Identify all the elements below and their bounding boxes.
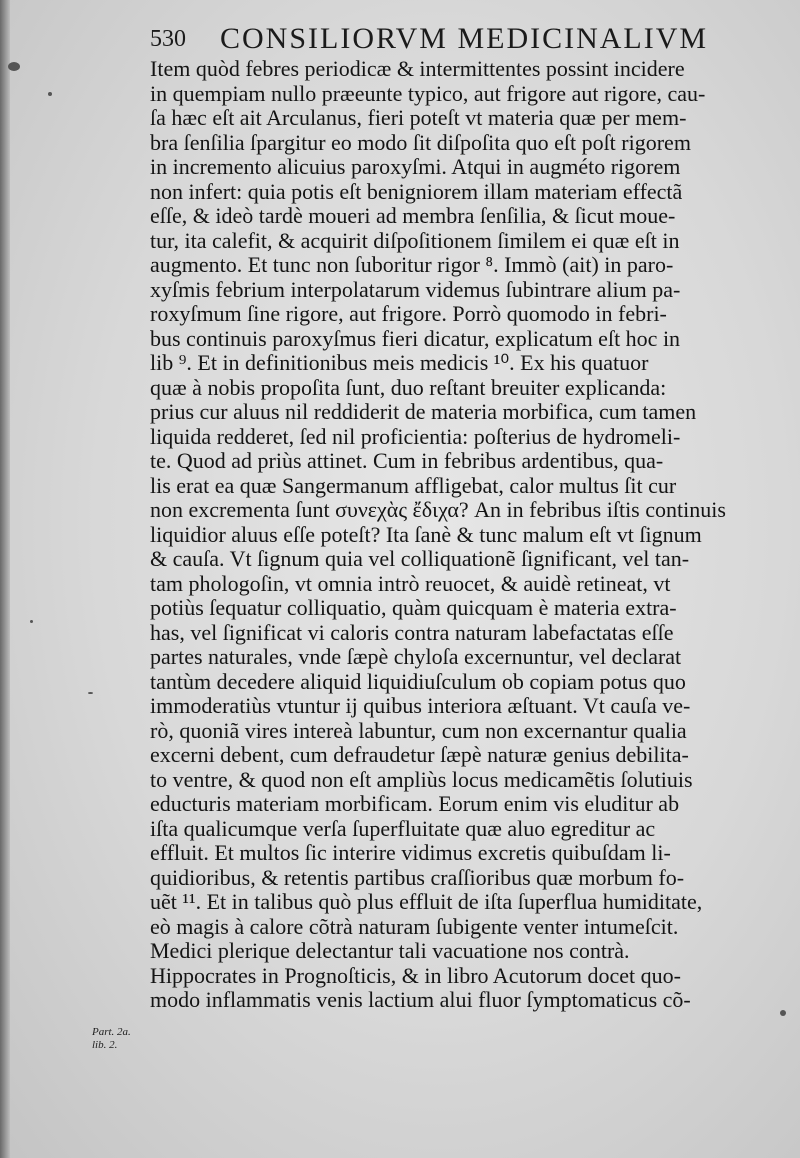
body-text-column	[150, 57, 762, 1013]
running-header	[150, 14, 740, 60]
text-line: iſta qualicumque verſa ſuperfluitate quæ aluo egreditur ac	[150, 815, 656, 841]
text-line: bra ſenſilia ſpargitur eo modo ſit diſpoſita quo eſt poſt rigorem	[150, 129, 691, 155]
text-line: non infert: quia potis eſt benigniorem illam materiam effectã	[150, 178, 683, 204]
text-line: Hippocrates in Prognoſticis, & in libro Acutorum docet quo-	[150, 962, 681, 988]
ink-speck	[780, 1010, 786, 1016]
text-line: rò, quoniã vires intereà labuntur, cum non excernantur qualia	[150, 717, 687, 743]
text-line: immoderatiùs vtuntur ij quibus interiora æſtuant. Vt cauſa ve-	[150, 693, 691, 718]
text-line: te. Quod ad priùs attinet. Cum in febribus ardentibus, qua-	[150, 448, 664, 473]
text-line: uẽt ¹¹. Et in talibus quò plus effluit de iſta ſuperflua humiditate,	[150, 889, 703, 914]
text-line: has, vel ſignificat vi caloris contra naturam labefactatas eſſe	[150, 619, 674, 645]
running-title: CONSILIORVM MEDICINALIVM	[220, 22, 709, 55]
ink-speck	[8, 62, 20, 71]
text-line: liquidior aluus eſſe poteſt? Ita ſanè & tunc malum eſt vt ſignum	[150, 521, 702, 547]
text-line: eò magis à calore cõtrà naturam ſubigente venter intumeſcit.	[150, 913, 679, 939]
text-line: lib ⁹. Et in definitionibus meis medicis ¹⁰. Ex his quatuor	[150, 350, 649, 375]
text-line: prius cur aluus nil reddiderit de materia morbifica, cum tamen	[150, 399, 697, 424]
text-line: in quempiam nullo præeunte typico, aut frigore aut rigore, cau-	[150, 80, 706, 106]
text-line: potiùs ſequatur colliquatio, quàm quicquam è materia extra-	[150, 595, 677, 620]
text-line: roxyſmum ſine rigore, aut frigore. Porrò quomodo in febri-	[150, 301, 667, 326]
text-line: partes naturales, vnde ſæpè chyloſa excernuntur, vel declarat	[150, 644, 682, 669]
text-line: to ventre, & quod non eſt ampliùs locus medicamẽtis ſolutiuis	[150, 766, 693, 792]
text-line: modo inflammatis venis lactium alui fluor ſymptomaticus cõ-	[150, 987, 691, 1012]
text-line: excerni debent, cum defraudetur ſæpè naturæ genius debilita-	[150, 742, 689, 767]
text-line: tantùm decedere aliquid liquidiuſculum ob copiam potus quo	[150, 668, 686, 694]
page-gutter-shadow	[0, 0, 10, 1158]
text-line: tam phologoſin, vt omnia intrò reuocet, & auidè retineat, vt	[150, 570, 671, 596]
text-line: effluit. Et multos ſic interire vidimus excretis quibuſdam li-	[150, 840, 671, 865]
text-line: Item quòd febres periodicæ & intermittentes possint incidere	[150, 56, 685, 81]
ink-speck	[88, 692, 93, 694]
marginal-note	[92, 1026, 148, 1052]
text-line: xyſmis febrium interpolatarum videmus ſubintrare alium pa-	[150, 276, 681, 302]
ink-speck	[48, 92, 52, 96]
text-line: & cauſa. Vt ſignum quia vel colliquationẽ ſignificant, vel tan-	[150, 546, 690, 571]
text-line: quæ à nobis propoſita ſunt, duo reſtant breuiter explicanda:	[150, 374, 667, 400]
text-line: educturis materiam morbificam. Eorum enim vis eluditur ab	[150, 791, 680, 816]
text-line: augmento. Et tunc non ſuboritur rigor ⁸. Immò (ait) in paro-	[150, 252, 674, 277]
text-line: ſa hæc eſt ait Arculanus, fieri poteſt vt materia quæ per mem-	[150, 105, 687, 130]
text-line: quidioribus, & retentis partibus craſſioribus quæ morbum fo-	[150, 864, 685, 890]
marginal-note-line: lib. 2.	[92, 1039, 118, 1051]
page-number: 530	[150, 26, 186, 52]
text-line: in incremento alicuius paroxyſmi. Atqui in augméto rigorem	[150, 154, 681, 179]
text-line: non excrementa ſunt συνεχὰς ἔδιχα? An in febribus iſtis continuis	[150, 497, 726, 522]
text-line: eſſe, & ideò tardè moueri ad membra ſenſilia, & ſicut moue-	[150, 203, 676, 228]
text-line: tur, ita calefit, & acquirit diſpoſitionem ſimilem ei quæ eſt in	[150, 227, 680, 253]
text-line: lis erat ea quæ Sangermanum affligebat, calor multus ſit cur	[150, 472, 677, 498]
marginal-note-line: Part. 2a.	[92, 1026, 131, 1038]
text-line: liquida redderet, ſed nil proficientia: poſterius de hydromeli-	[150, 423, 681, 449]
text-line: Medici plerique delectantur tali vacuatione nos contrà.	[150, 938, 630, 963]
text-line: bus continuis paroxyſmus fieri dicatur, explicatum eſt hoc in	[150, 325, 681, 351]
ink-speck	[30, 620, 33, 623]
